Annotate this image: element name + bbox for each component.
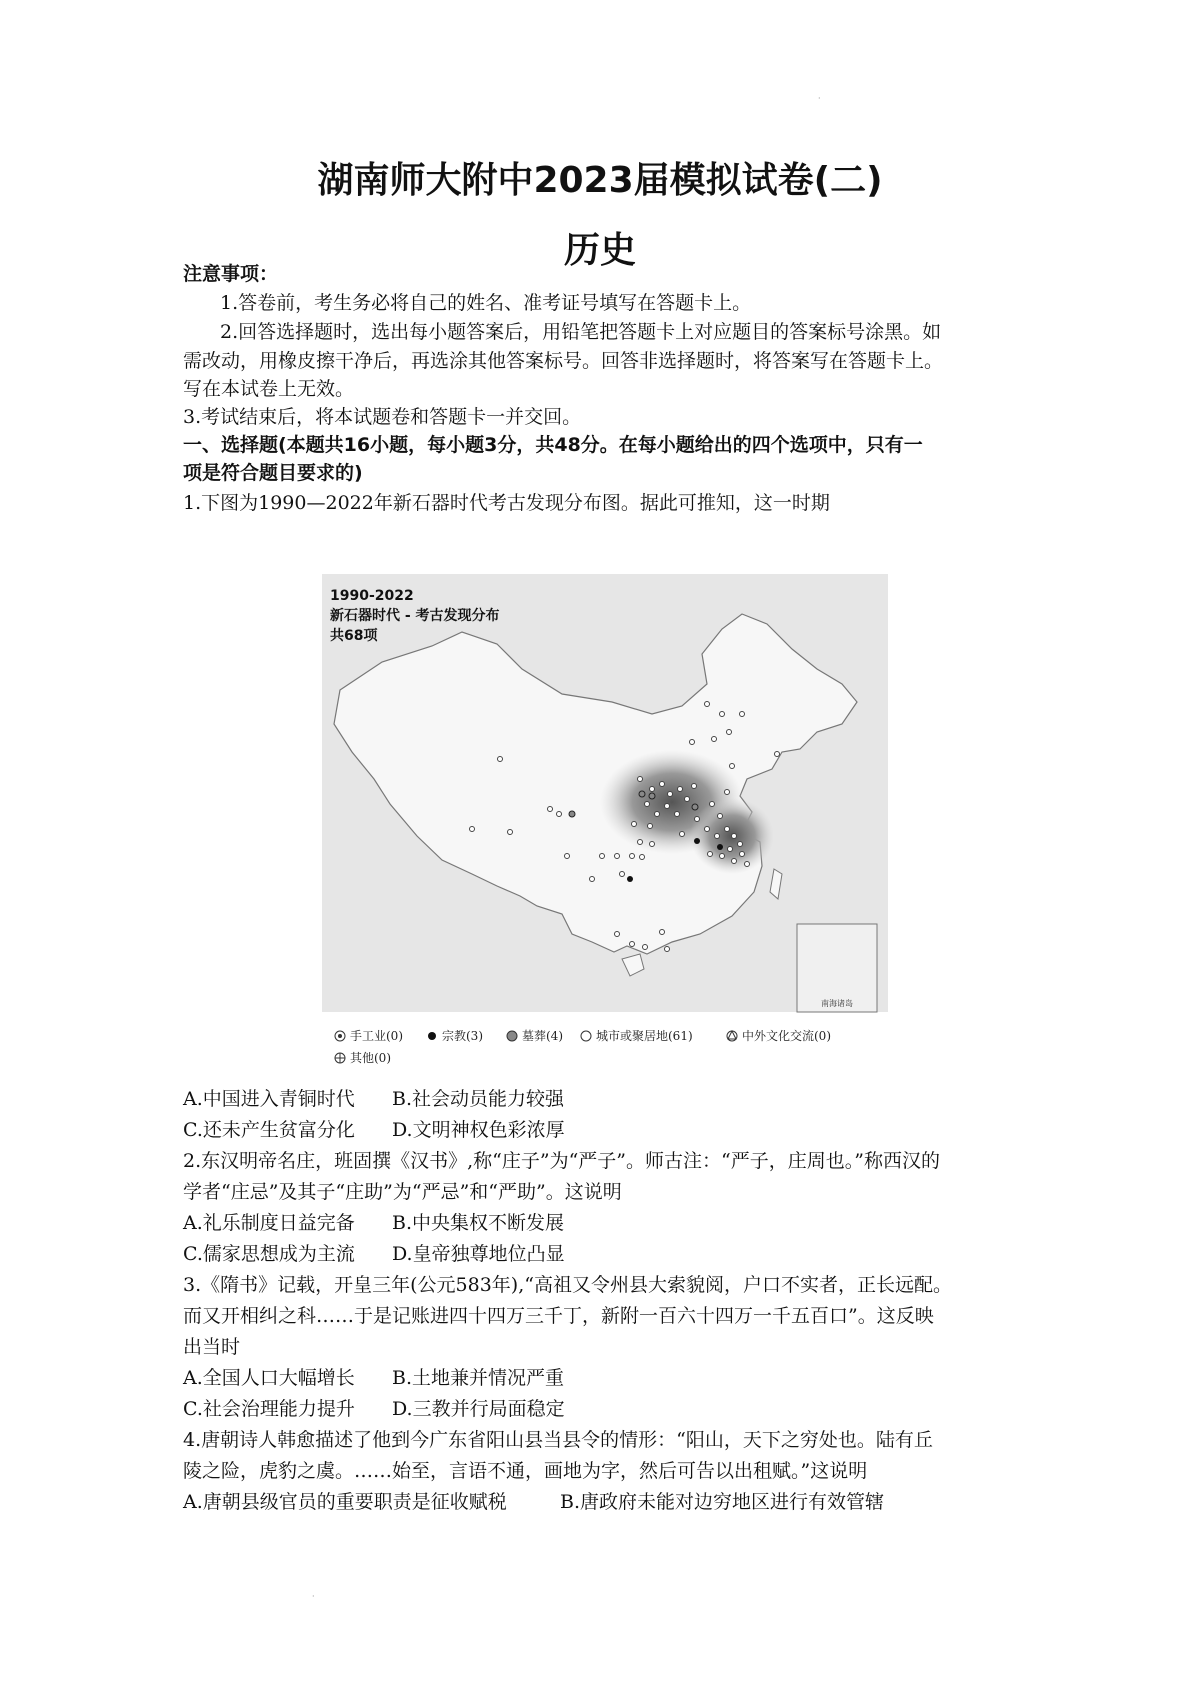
note-item-1: 1.答卷前，考生务必将自己的姓名、准考证号填写在答题卡上。 — [220, 292, 752, 314]
note-item-2-line-3: 写在本试卷上无效。 — [183, 378, 355, 400]
section-heading-line-2: 项是符合题目要求的) — [183, 462, 363, 484]
legend-other: 其他(0) — [350, 1051, 391, 1065]
q3-option-a: A.全国人口大幅增长 — [183, 1367, 355, 1389]
q4-option-a: A.唐朝县级官员的重要职责是征收赋税 — [183, 1491, 507, 1513]
q3-option-d: D.三教并行局面稳定 — [392, 1398, 565, 1420]
map-title-line-2: 新石器时代 - 考古发现分布 — [330, 608, 500, 624]
q2-option-c: C.儒家思想成为主流 — [183, 1243, 355, 1265]
scan-speck: · — [818, 94, 821, 103]
inset-label: 南海诸岛 — [821, 999, 853, 1008]
q1-stem: 1.下图为1990—2022年新石器时代考古发现分布图。据此可推知，这一时期 — [183, 492, 830, 514]
section-heading-line-1: 一、选择题(本题共16小题，每小题3分，共48分。在每小题给出的四个选项中，只有一 — [183, 434, 923, 456]
notes-heading: 注意事项： — [183, 263, 279, 285]
q1-option-c: C.还未产生贫富分化 — [183, 1119, 355, 1141]
legend-handicraft: 手工业(0) — [350, 1029, 403, 1043]
q4-line-1: 4.唐朝诗人韩愈描述了他到今广东省阳山县当县令的情形：“阳山，天下之穷处也。陆有丘 — [183, 1429, 933, 1451]
q3-option-c: C.社会治理能力提升 — [183, 1398, 355, 1420]
note-item-2-line-1: 2.回答选择题时，选出每小题答案后，用铅笔把答题卡上对应题目的答案标号涂黑。如 — [220, 321, 942, 343]
q3-line-2: 而又开相纠之科……于是记账进四十四万三千丁，新附一百六十四万一千五百口”。这反映 — [183, 1305, 934, 1327]
exam-title: 湖南师大附中2023届模拟试卷(二) — [317, 160, 883, 201]
map-title-line-3: 共68项 — [330, 628, 378, 644]
scan-speck-bottom: · — [312, 1592, 315, 1601]
legend-religion: 宗教(3) — [442, 1029, 483, 1043]
note-item-2-line-2: 需改动，用橡皮擦干净后，再选涂其他答案标号。回答非选择题时，将答案写在答题卡上。 — [183, 350, 944, 372]
q2-option-d: D.皇帝独尊地位凸显 — [392, 1243, 565, 1265]
legend-cultural-exchange: 中外文化交流(0) — [742, 1029, 831, 1043]
legend-tomb: 墓葬(4) — [522, 1029, 563, 1043]
q3-option-b: B.土地兼并情况严重 — [392, 1367, 565, 1389]
archaeology-distribution-map — [322, 574, 888, 1080]
q3-line-3: 出当时 — [183, 1336, 241, 1358]
q1-option-d: D.文明神权色彩浓厚 — [392, 1119, 565, 1141]
note-item-3: 3.考试结束后，将本试题卷和答题卡一并交回。 — [183, 406, 582, 428]
legend-settlement: 城市或聚居地(61) — [596, 1029, 693, 1043]
q2-option-b: B.中央集权不断发展 — [392, 1212, 565, 1234]
map-legend — [335, 1028, 831, 1065]
q1-option-a: A.中国进入青铜时代 — [183, 1088, 355, 1110]
q2-line-2: 学者“庄忌”及其子“庄助”为“严忌”和“严助”。这说明 — [183, 1181, 622, 1203]
subject-title: 历史 — [563, 230, 636, 271]
map-title-line-1: 1990-2022 — [330, 588, 414, 604]
q2-line-1: 2.东汉明帝名庄，班固撰《汉书》,称“庄子”为“严子”。师古注：“严子，庄周也。”称西汉的 — [183, 1150, 940, 1172]
q1-option-b: B.社会动员能力较强 — [392, 1088, 565, 1110]
q4-option-b: B.唐政府未能对边穷地区进行有效管辖 — [560, 1491, 885, 1513]
q3-line-1: 3.《隋书》记载，开皇三年(公元583年),“高祖又令州县大索貌阅，户口不实者，正长远配。 — [183, 1274, 952, 1296]
q4-line-2: 陵之险，虎豹之虞。……始至，言语不通，画地为字，然后可告以出租赋。”这说明 — [183, 1460, 868, 1482]
q2-option-a: A.礼乐制度日益完备 — [183, 1212, 355, 1234]
